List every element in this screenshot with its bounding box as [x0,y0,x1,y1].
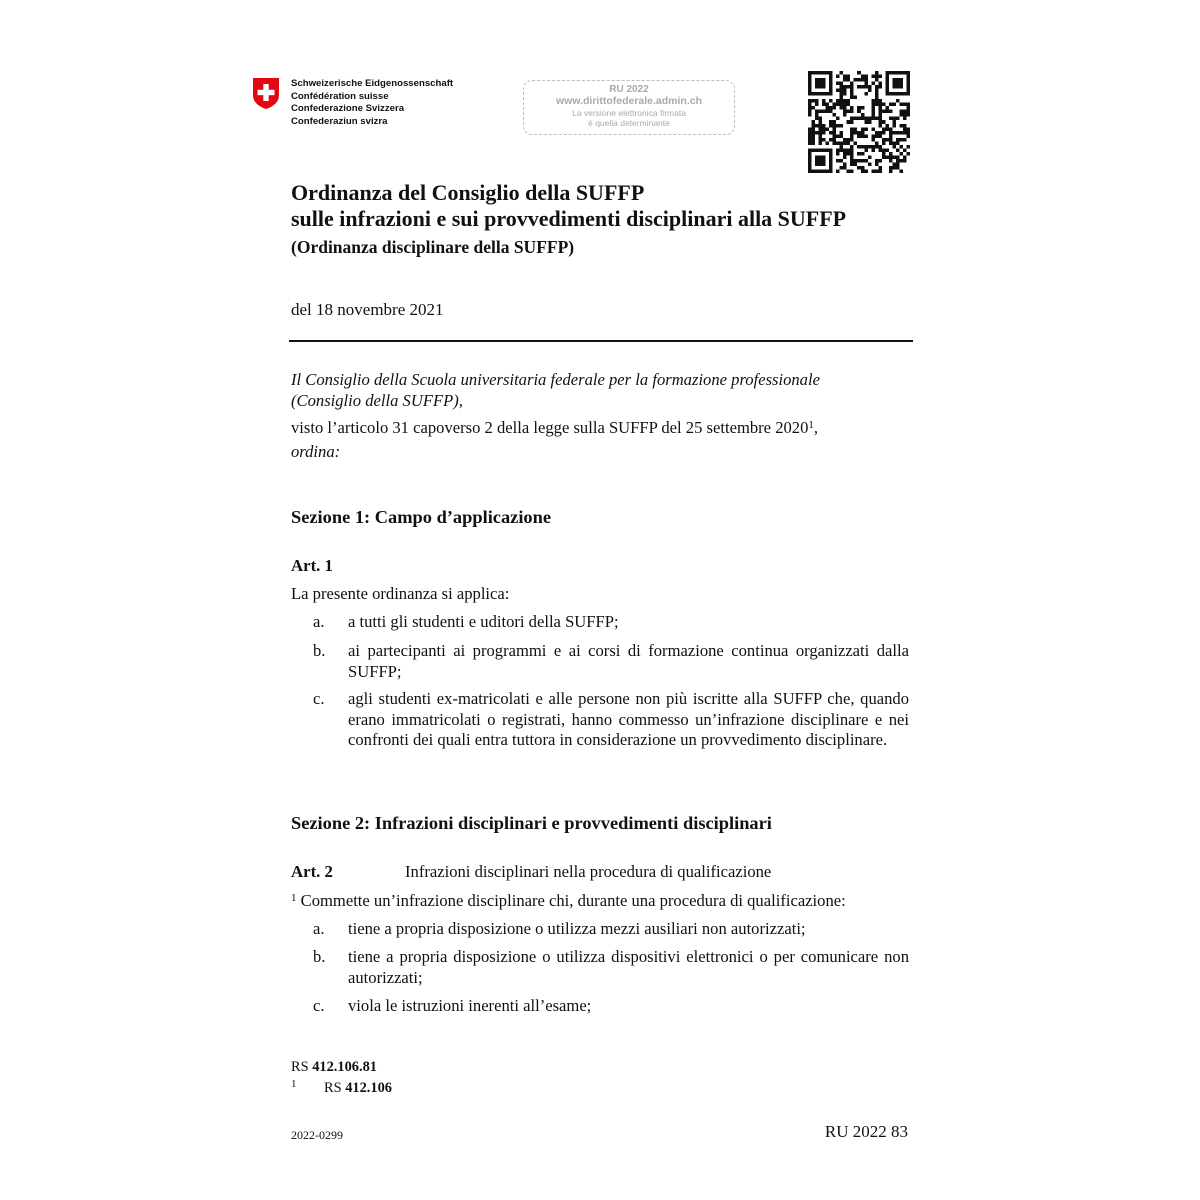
confederation-name-de: Schweizerische Eidgenossenschaft [291,78,454,89]
list-item-text: ai partecipanti ai programmi e ai corsi di formazione continua organizzati dalla SUFFP; [348,641,909,681]
list-item-letter: c. [313,689,325,708]
list-item [291,641,909,682]
list-item-letter: b. [313,947,326,966]
rs-number: 412.106.81 [312,1059,377,1075]
stamp-note-2: è quella determinante [588,118,670,128]
list-item-letter: b. [313,641,326,660]
footnote-1-number: 1 [291,1078,297,1090]
list-item [291,947,909,988]
swiss-cross-icon [252,77,280,110]
title-line-2: sulle infrazioni e sui provvedimenti disciplinari alla SUFFP [291,206,847,231]
stamp-ru: RU 2022 [609,84,649,95]
title-divider [289,340,913,342]
list-item-text: tiene a propria disposizione o utilizza mezzi ausiliari non autorizzati; [348,919,806,938]
footnote-ref-1[interactable]: 1 [808,419,814,431]
preamble-line-2: (Consiglio della SUFFP), [291,391,463,410]
footnote-1 [291,1080,392,1097]
publication-stamp [523,80,735,135]
document-code: 2022-0299 [291,1128,343,1142]
article-1-number: Art. 1 [291,556,333,575]
paragraph-number: 1 [291,892,297,904]
title-line-1: Ordinanza del Consiglio della SUFFP [291,180,645,205]
qr-code-icon [808,71,910,173]
page-reference: RU 2022 83 [824,1122,908,1141]
section-1-heading: Sezione 1: Campo d’applicazione [291,507,552,527]
list-item-letter: a. [313,612,325,631]
stamp-url[interactable]: www.dirittofederale.admin.ch [555,95,703,107]
list-item [291,996,909,1017]
footnote-1-prefix: RS [324,1080,342,1096]
stamp-note-1: La versione elettronica firmata [572,108,686,118]
preamble-line-1: Il Consiglio della Scuola universitaria federale per la formazione professionale [291,370,820,389]
confederation-names [291,78,453,128]
confederation-name-it: Confederazione Svizzera [291,103,405,115]
list-item-text: agli studenti ex-matricolati e alle persone non più iscritte alla SUFFP che, quando erano immatricolati o registrati, hanno commesso un’infrazione disciplinare e nei confronti dei quali entra tuttora in considerazione un provvedimento disciplinare. [348,689,909,749]
list-item [291,612,909,633]
rs-reference [291,1059,377,1076]
preamble-comma: , [813,418,819,437]
article-2-number: Art. 2 [291,862,333,881]
article-2-paragraph-1 [291,891,846,911]
preamble-legal-basis: visto l’articolo 31 capoverso 2 della legge sulla SUFFP del 25 settembre 2020 [291,418,809,437]
footnote-1-rs-number: 412.106 [345,1080,392,1096]
list-item [291,919,909,940]
article-2-intro: Commette un’infrazione disciplinare chi, durante una procedura di qualificazione: [300,891,846,910]
preamble-line-4: ordina: [291,442,341,461]
list-item-text: viola le istruzioni inerenti all’esame; [348,996,592,1015]
article-1-intro: La presente ordinanza si applica: [291,584,510,603]
section-2-heading: Sezione 2: Infrazioni disciplinari e provvedimenti disciplinari [291,813,772,833]
list-item-letter: c. [313,996,325,1015]
confederation-name-fr: Confédération suisse [291,90,389,102]
document-subtitle: (Ordinanza disciplinare della SUFFP) [291,237,575,257]
list-item-letter: a. [313,919,325,938]
preamble-line-3 [291,418,818,439]
list-item [291,689,909,751]
list-item-text: a tutti gli studenti e uditori della SUFFP; [348,612,619,631]
list-item-text: tiene a propria disposizione o utilizza dispositivi elettronici o per comunicare non autorizzati; [348,947,909,987]
rs-prefix: RS [291,1059,309,1075]
article-2-title: Infrazioni disciplinari nella procedura di qualificazione [405,862,772,881]
document-date: del 18 novembre 2021 [291,300,444,319]
document-title [291,180,846,232]
confederation-name-rm: Confederaziun svizra [291,115,388,127]
